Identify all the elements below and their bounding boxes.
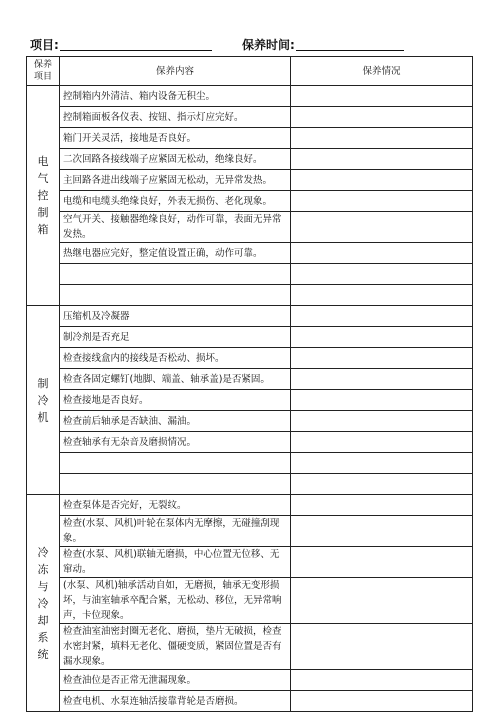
maintenance-status-cell[interactable]: [291, 670, 473, 691]
maintenance-status-cell[interactable]: [291, 453, 473, 474]
maintenance-item-content: 检查各固定螺钉(地脚、端盖、轴承盖)是否紧固。: [60, 369, 291, 390]
table-row: [27, 243, 473, 264]
maintenance-item-content: 检查泵体是否完好，无裂纹。: [60, 495, 291, 516]
table-row: [27, 474, 473, 495]
table-row: [27, 285, 473, 306]
table-row: [27, 327, 473, 348]
table-row: [27, 547, 473, 578]
maintenance-item-content: 检查油室油密封圈无老化、磨损，垫片无破损，检查水密封紧，填料无老化、僵硬变质，紧固位置是否有漏水现象。: [60, 624, 291, 670]
maintenance-status-cell[interactable]: [291, 578, 473, 624]
maintenance-item-content: 检查(水泵、风机)叶轮在泵体内无摩擦，无碰撞刮现象。: [60, 516, 291, 547]
table-row: [27, 411, 473, 432]
maintenance-status-cell[interactable]: [291, 327, 473, 348]
maintenance-item-content: 检查油位是否正常无泄漏现象。: [60, 670, 291, 691]
maintenance-status-cell[interactable]: [291, 170, 473, 191]
maintenance-item-content: 检查接地是否良好。: [60, 390, 291, 411]
maintenance-status-cell[interactable]: [291, 86, 473, 107]
maintenance-item-content: 空气开关、接触器绝缘良好，动作可靠，表面无异常发热。: [60, 212, 291, 243]
time-label: 保养时间:: [242, 38, 295, 52]
project-field-line: [60, 50, 212, 51]
maintenance-item-content: 热继电器应完好，整定值设置正确，动作可靠。: [60, 243, 291, 264]
table-row: [27, 390, 473, 411]
column-header-status: 保养情况: [291, 57, 473, 86]
maintenance-item-content: 制冷剂是否充足: [60, 327, 291, 348]
maintenance-item-content: [60, 264, 291, 285]
maintenance-status-cell[interactable]: [291, 306, 473, 327]
maintenance-status-cell[interactable]: [291, 624, 473, 670]
maintenance-item-content: 箱门开关灵活，接地是否良好。: [60, 128, 291, 149]
maintenance-item-content: 主回路各进出线端子应紧固无松动，无异常发热。: [60, 170, 291, 191]
maintenance-status-cell[interactable]: [291, 495, 473, 516]
table-row: [27, 432, 473, 453]
table-row: [27, 578, 473, 624]
table-row: [27, 495, 473, 516]
table-row: [27, 191, 473, 212]
table-row: [27, 306, 473, 327]
maintenance-item-content: 检查前后轴承是否缺油、漏油。: [60, 411, 291, 432]
maintenance-status-cell[interactable]: [291, 516, 473, 547]
table-row: [27, 149, 473, 170]
maintenance-status-cell[interactable]: [291, 691, 473, 712]
column-header-category: 保养项目: [27, 57, 60, 86]
maintenance-item-content: (水泵、风机)轴承活动自如，无磨损，轴承无变形损坏，与油室轴承卒配合紧，无松动、移位，无异常响声，卡位现象。: [60, 578, 291, 624]
maintenance-item-content: 检查接线盒内的接线是否松动、损坏。: [60, 348, 291, 369]
table-row: [27, 348, 473, 369]
table-row: [27, 128, 473, 149]
maintenance-status-cell[interactable]: [291, 348, 473, 369]
table-row: [27, 369, 473, 390]
maintenance-status-cell[interactable]: [291, 474, 473, 495]
maintenance-table: [26, 56, 473, 712]
table-row: [27, 670, 473, 691]
maintenance-status-cell[interactable]: [291, 390, 473, 411]
table-row: [27, 170, 473, 191]
maintenance-status-cell[interactable]: [291, 243, 473, 264]
maintenance-status-cell[interactable]: [291, 411, 473, 432]
section-category: 冷 冻 与 冷 却 系 统: [27, 495, 60, 712]
form-header: [30, 36, 470, 56]
maintenance-status-cell[interactable]: [291, 191, 473, 212]
maintenance-item-content: 压缩机及冷凝器: [60, 306, 291, 327]
table-row: [27, 107, 473, 128]
maintenance-item-content: [60, 453, 291, 474]
table-header-row: [27, 57, 473, 86]
maintenance-status-cell[interactable]: [291, 285, 473, 306]
maintenance-status-cell[interactable]: [291, 264, 473, 285]
maintenance-status-cell[interactable]: [291, 547, 473, 578]
maintenance-status-cell[interactable]: [291, 369, 473, 390]
maintenance-item-content: 控制箱面板各仪表、按钮、指示灯应完好。: [60, 107, 291, 128]
column-header-content: 保养内容: [60, 57, 291, 86]
table-row: [27, 453, 473, 474]
maintenance-status-cell[interactable]: [291, 212, 473, 243]
maintenance-item-content: 检查电机、水泵连轴活接靠背轮是否磨损。: [60, 691, 291, 712]
section-category: 制 冷 机: [27, 306, 60, 495]
table-row: [27, 624, 473, 670]
maintenance-status-cell[interactable]: [291, 432, 473, 453]
maintenance-item-content: 检查(水泵、风机)联轴无磨损，中心位置无位移、无窜动。: [60, 547, 291, 578]
table-row: [27, 516, 473, 547]
maintenance-item-content: 电缆和电缆头绝缘良好，外表无损伤、老化现象。: [60, 191, 291, 212]
maintenance-status-cell[interactable]: [291, 107, 473, 128]
table-row: [27, 86, 473, 107]
section-category: 电 气 控 制 箱: [27, 86, 60, 306]
maintenance-status-cell[interactable]: [291, 128, 473, 149]
maintenance-item-content: 控制箱内外清洁、箱内设备无积尘。: [60, 86, 291, 107]
table-row: [27, 691, 473, 712]
maintenance-item-content: [60, 474, 291, 495]
project-label: 项目:: [30, 38, 59, 52]
time-field-line: [296, 50, 404, 51]
table-row: [27, 212, 473, 243]
maintenance-item-content: 二次回路各接线端子应紧固无松动，绝缘良好。: [60, 149, 291, 170]
maintenance-status-cell[interactable]: [291, 149, 473, 170]
maintenance-item-content: [60, 285, 291, 306]
table-row: [27, 264, 473, 285]
maintenance-item-content: 检查轴承有无杂音及磨损情况。: [60, 432, 291, 453]
